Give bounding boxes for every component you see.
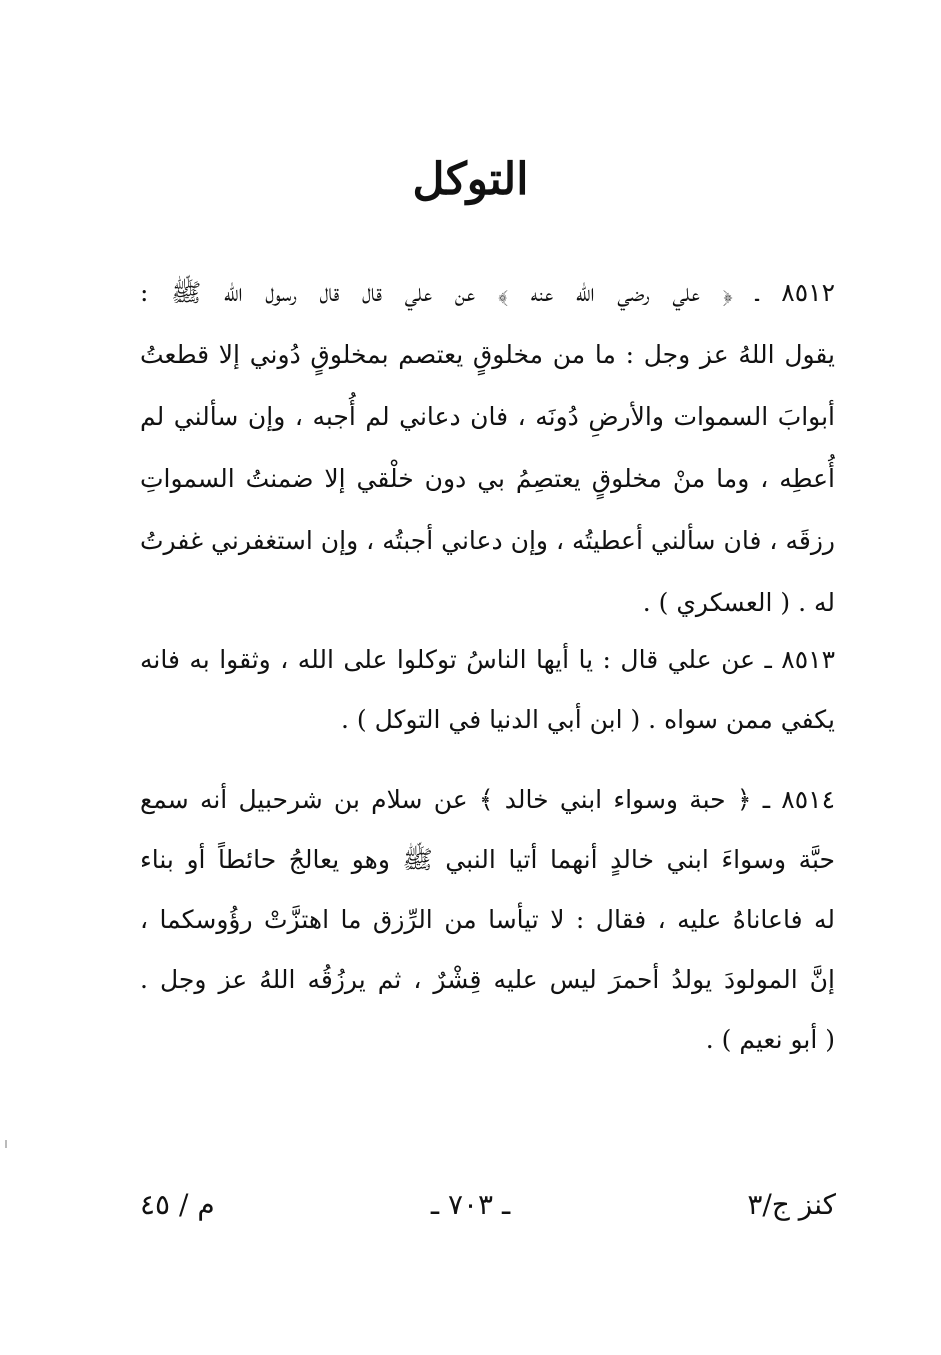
entry-line: ( أبو نعيم ) . <box>705 1025 835 1054</box>
page-number: ـ ٧٠٣ ـ <box>430 1188 511 1221</box>
entry-line: أبوابَ السموات والأرضِ دُونَه ، فان دعاني لم أُجبه ، وإن سألني لم <box>140 402 835 431</box>
hadith-entry-8514 <box>140 770 835 1070</box>
entry-line: يقول اللهُ عز وجل : ما من مخلوقٍ يعتصم بمخلوقٍ دُوني إلا قطعتُ <box>140 340 835 369</box>
entry-line: رزقَه ، فان سألني أعطيتُه ، وإن دعاني أجبتُه ، وإن استغفرني غفرتُ <box>140 526 835 555</box>
chapter-title: التوكل <box>412 154 529 205</box>
volume-reference: كنز ج/٣ <box>747 1188 836 1221</box>
scan-mark <box>5 1140 7 1148</box>
entry-line: له فاعاناهُ عليه ، فقال : لا تيأسا من الرِّزق ما اهتزَّتْ رؤُوسكما ، <box>140 905 835 934</box>
hadith-entry-8512 <box>140 262 835 634</box>
entry-line: أُعطِه ، وما منْ مخلوقٍ يعتصِمُ بي دون خلْقي إلا ضمنتُ السمواتِ <box>140 464 835 493</box>
hadith-entry-8513 <box>140 630 835 750</box>
page-footer <box>0 1180 941 1230</box>
entry-line: يكفي ممن سواه . ( ابن أبي الدنيا في التوكل ) . <box>341 705 835 734</box>
entry-line: له . ( العسكري ) . <box>642 588 835 617</box>
entry-line: ٨٥١٣ ـ عن علي قال : يا أيها الناسُ توكلوا على الله ، وثقوا به فانه <box>140 645 835 674</box>
entry-line: ٨٥١٤ ـ ﴿ حبة وسواء ابني خالد ﴾ عن سلام بن شرحبيل أنه سمع <box>140 785 835 814</box>
entry-line: إنَّ المولودَ يولدُ أحمرَ ليس عليه قِشْرٌ ، ثم يرزُقُه اللهُ عز وجل . <box>140 965 835 994</box>
entry-line: ٨٥١٢ ـ ﴿ علي رضي الله عنه ﴾ عن علي قال قال رسول الله ﷺ : <box>140 278 835 307</box>
printer-signature: م / ٤٥ <box>140 1188 215 1221</box>
entry-line: حبَّة وسواءَ ابني خالدٍ أنهما أتيا النبي ﷺ وهو يعالجُ حائطاً أو بناء <box>140 845 835 874</box>
